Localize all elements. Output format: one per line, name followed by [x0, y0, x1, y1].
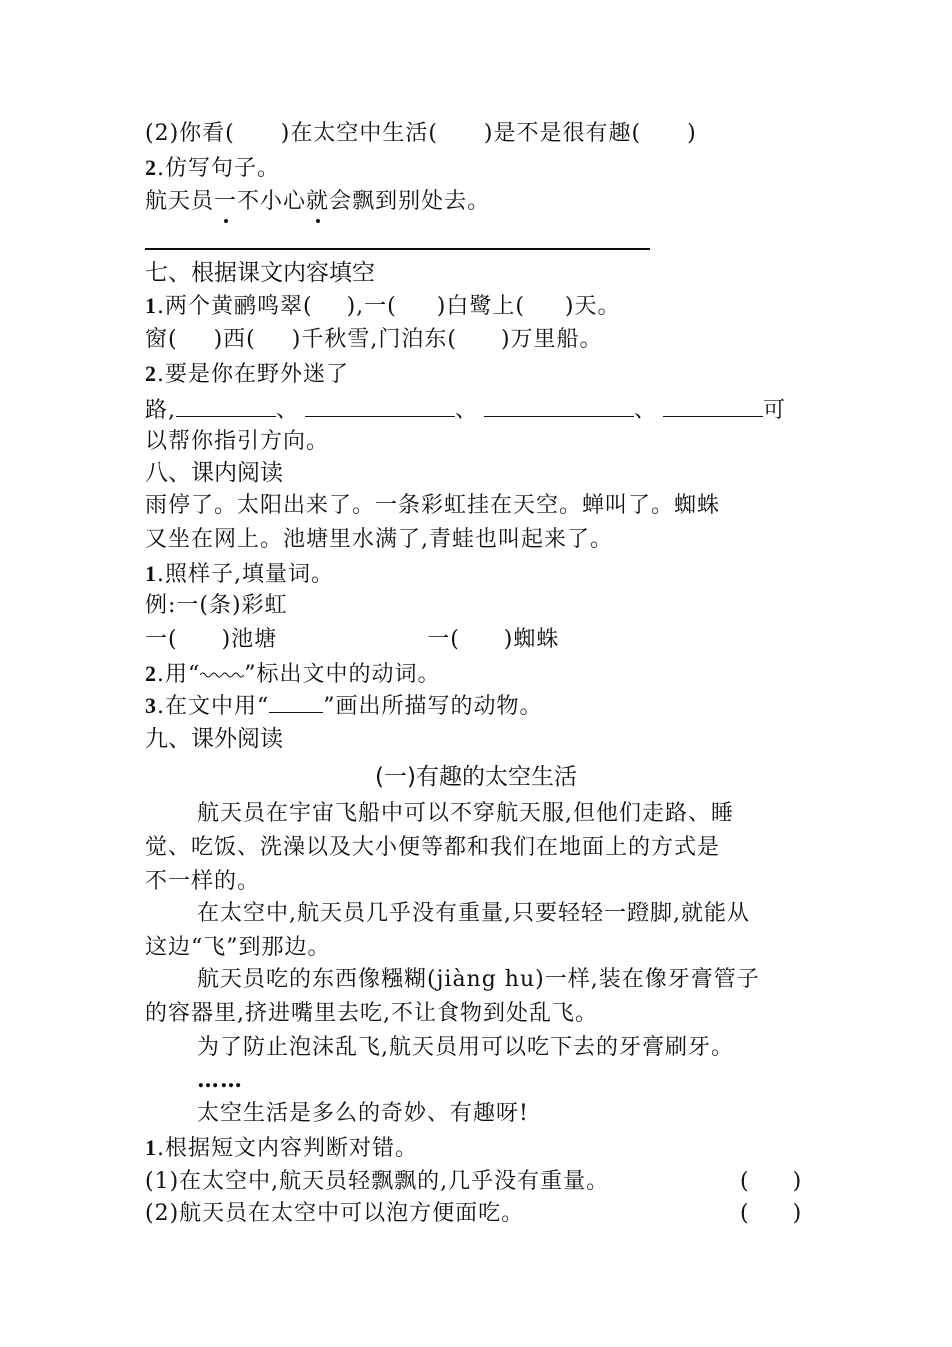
text: )池塘 [221, 627, 278, 652]
separator: 、 [276, 398, 300, 423]
text: )万里船。 [500, 327, 603, 352]
text: 路, [145, 398, 176, 423]
section-8-title: 八、课内阅读 [145, 460, 283, 486]
question-text: .仿写句子。 [157, 156, 280, 181]
text: .根据短文内容判断对错。 [157, 1136, 418, 1161]
text: )千秋雪,门泊东( [291, 327, 457, 352]
passage-line: 不一样的。 [145, 869, 261, 894]
reading-text-line: 雨停了。太阳出来了。一条彩虹挂在天空。蝉叫了。蜘蛛 [145, 493, 721, 518]
underline-sample [269, 692, 323, 713]
section-7-q2-cont: 以帮你指引方向。 [145, 429, 330, 454]
passage-title: (一)有趣的太空生活 [375, 764, 577, 790]
emphasis-dot-char: 一 [214, 189, 238, 214]
fill-blank[interactable] [484, 394, 634, 417]
passage-line: 觉、吃饭、洗澡以及大小便等都和我们在地面上的方式是 [145, 835, 721, 860]
text: )西( [213, 327, 256, 352]
measure-word-fill [145, 626, 559, 654]
question-number: 1 [145, 561, 157, 586]
question-line-2-3: (2)你看( )在太空中生活( )是不是很有趣( ) [145, 121, 697, 146]
section-8-q1 [145, 560, 334, 589]
reading-text-line: 又坐在网上。池塘里水满了,青蛙也叫起来了。 [145, 527, 613, 552]
wavy-line-icon [200, 670, 244, 680]
section-7-q2-blanks [145, 394, 786, 425]
section-7-q1-line1 [145, 292, 621, 321]
text: .用“ [157, 662, 201, 687]
section-7-title: 七、根据课文内容填空 [145, 260, 375, 286]
text: .在文中用“ [157, 694, 270, 719]
passage-line: 的容器里,挤进嘴里去吃,不让食物到处乱飞。 [145, 1001, 598, 1026]
text: .要是你在野外迷了 [157, 362, 349, 387]
text: )天。 [564, 294, 621, 319]
question-number: 3 [145, 693, 157, 718]
section-9-title: 九、课外阅读 [145, 726, 283, 752]
question-number: 2 [145, 661, 157, 686]
text: )白鹭上( [436, 294, 525, 319]
passage-line: 航天员吃的东西像糨糊(jiàng hu)一样,装在像牙膏管子 [197, 967, 760, 992]
question-number: 2 [145, 361, 157, 386]
answer-parentheses[interactable]: ( ) [740, 1169, 802, 1194]
text: .两个黄鹂鸣翠( [157, 294, 313, 319]
answer-line[interactable] [145, 248, 650, 250]
text: 一( [145, 627, 178, 652]
fill-blank[interactable] [305, 394, 455, 417]
sample-part: 航天员 [145, 189, 215, 214]
sample-part: 会飘到别处去。 [329, 189, 491, 214]
judgement-item-2: (2)航天员在太空中可以泡方便面吃。 [145, 1201, 525, 1226]
question-2-heading [145, 154, 280, 183]
sample-sentence [145, 188, 490, 216]
separator: 、 [455, 398, 479, 423]
passage-line: 这边“飞”到那边。 [145, 935, 331, 960]
text: ”标出文中的动词。 [244, 662, 441, 687]
emphasis-dot-char: 就 [306, 189, 330, 214]
question-number: 1 [145, 293, 157, 318]
section-8-q3 [145, 692, 543, 721]
section-8-q2 [145, 660, 441, 689]
text: .照样子,填量词。 [157, 562, 334, 587]
judgement-item-1: (1)在太空中,航天员轻飘飘的,几乎没有重量。 [145, 1169, 610, 1194]
text: 可 [763, 398, 787, 423]
text: 一( [427, 627, 460, 652]
question-number: 1 [145, 1135, 157, 1160]
question-number: 2 [145, 155, 157, 180]
text: 窗( [145, 327, 178, 352]
sample-part: 不小心 [237, 189, 307, 214]
text: )蜘蛛 [503, 627, 560, 652]
passage-line: 太空生活是多么的奇妙、有趣呀! [197, 1101, 529, 1126]
ellipsis: …… [197, 1067, 243, 1093]
separator: 、 [634, 398, 658, 423]
example-line: 例:一(条)彩虹 [145, 593, 288, 618]
text: ),一( [346, 294, 397, 319]
fill-blank[interactable] [176, 394, 276, 417]
text: ”画出所描写的动物。 [323, 694, 543, 719]
section-7-q1-line2 [145, 326, 603, 354]
answer-parentheses[interactable]: ( ) [740, 1201, 802, 1226]
passage-line: 在太空中,航天员几乎没有重量,只要轻轻一蹬脚,就能从 [197, 901, 750, 926]
section-7-q2 [145, 360, 349, 389]
section-9-q1 [145, 1134, 418, 1163]
passage-line: 为了防止泡沫乱飞,航天员用可以吃下去的牙膏刷牙。 [197, 1035, 734, 1060]
passage-line: 航天员在宇宙飞船中可以不穿航天服,但他们走路、睡 [197, 801, 734, 826]
fill-blank[interactable] [663, 394, 763, 417]
